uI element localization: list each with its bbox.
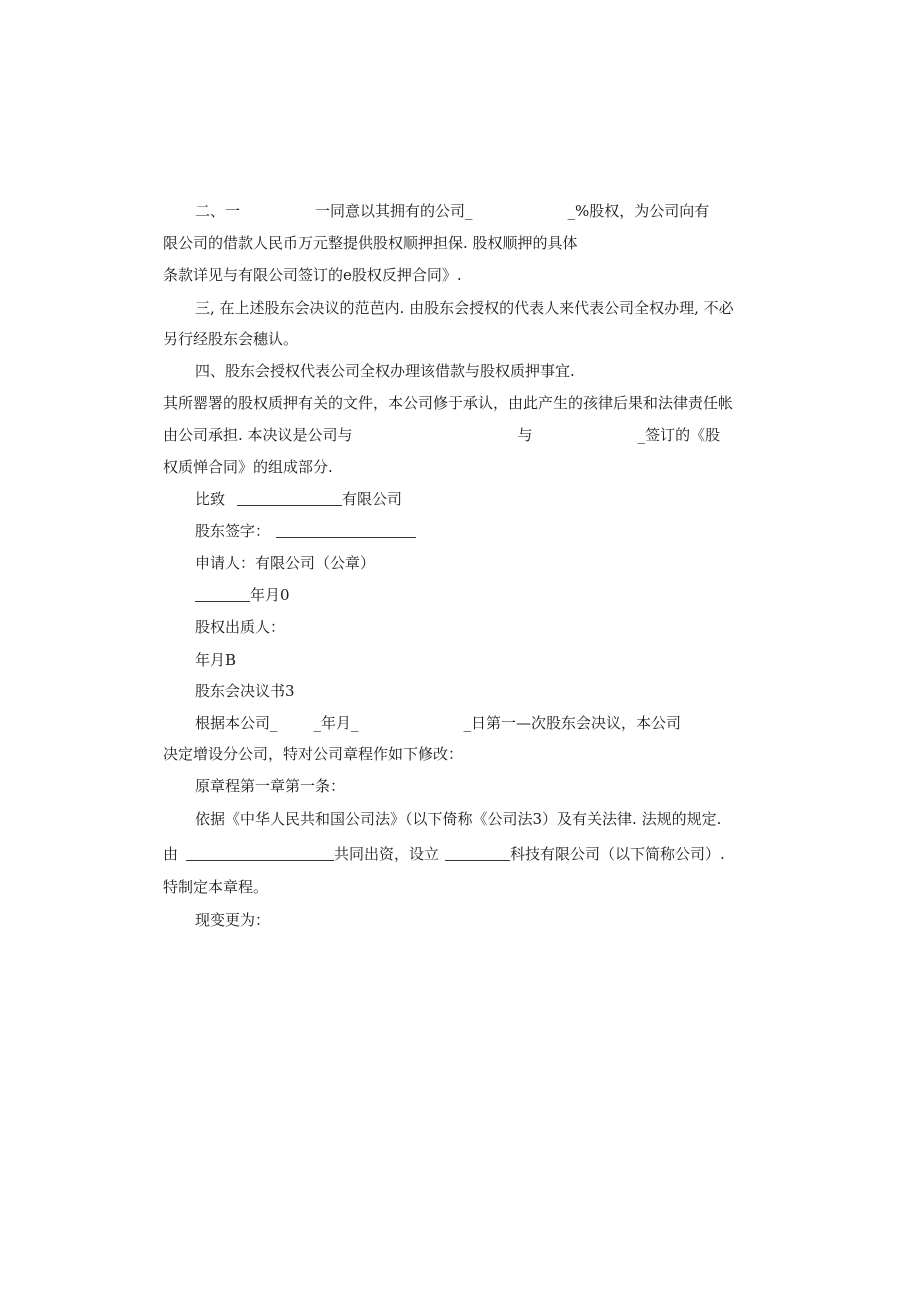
section3-line1: 三, 在上述股东会决议的范芭内. 由股东会授权的代表人来代表公司全权办理, 不必 xyxy=(195,299,734,317)
section4-line3-c: _签订的《股 xyxy=(637,426,721,444)
section3-line2: 另行经股东会穗认。 xyxy=(163,330,299,348)
resolution-line2: 决定增设分公司，特对公司章程作如下修改： xyxy=(163,745,464,763)
resolution-line1-b: _年月_ xyxy=(313,714,359,732)
shareholder-sign-label: 股东签字： xyxy=(195,522,271,540)
section4-line3 xyxy=(163,425,720,445)
basis-line: 依据《中华人民共和国公司法》（以下倚称《公司法3）及有关法律. 法规的规定. xyxy=(195,810,722,828)
by-mid: 共同出资，设立 xyxy=(334,845,440,863)
investors-line xyxy=(163,844,725,864)
section2-label: 二、一 xyxy=(195,202,241,220)
by-prefix: 由 xyxy=(163,845,179,863)
shareholder-sign-line xyxy=(195,521,416,541)
bizhi-prefix: 比致 xyxy=(195,490,226,508)
company-blank xyxy=(445,846,510,861)
applicant-line: 申请人：有限公司（公章） xyxy=(195,554,376,572)
changed-line: 现变更为： xyxy=(195,911,271,929)
section2-line1 xyxy=(195,201,709,221)
date-blank-1 xyxy=(195,587,250,602)
bizhi-suffix: 有限公司 xyxy=(342,490,403,508)
section4-line2: 其所罂署的股权质押有关的文件，本公司修于承认，由此产生的孩律后果和法律责任帐 xyxy=(163,394,734,412)
investors-blank xyxy=(186,846,334,861)
date-line-1 xyxy=(195,585,290,605)
company-name-blank xyxy=(237,491,342,506)
resolution-line1-c: _日第一—次股东会决议，本公司 xyxy=(463,714,682,732)
section4-line1: 四、股东会授权代表公司全权办理该借款与股权质押事宜. xyxy=(195,362,575,380)
date-text-1: 年月0 xyxy=(250,586,290,604)
enact-line: 特制定本章程。 xyxy=(163,878,269,896)
pledgor-line: 股权出质人： xyxy=(195,618,286,636)
date-line-2: 年月B xyxy=(195,651,237,669)
section2-text-c: _%股权，为公司向有 xyxy=(567,202,710,220)
section2-text-b: 一同意以其拥有的公司_ xyxy=(315,202,473,220)
shareholder-sign-blank xyxy=(276,523,416,538)
by-suffix: 科技有限公司（以下简称公司）. xyxy=(510,845,725,863)
section4-line3-a: 由公司承担. 本决议是公司与 xyxy=(163,426,353,444)
section2-line2: 限公司的借款人民币万元整提供股权顺押担保. 股权顺押的具体 xyxy=(163,234,578,252)
original-article: 原章程第一章第一条： xyxy=(195,777,346,795)
section2-line3: 条款详见与有限公司签订的e股权反押合同》. xyxy=(163,266,462,284)
resolution-line1-a: 根据本公司_ xyxy=(195,714,278,732)
section4-line3-b: 与 xyxy=(517,426,533,444)
resolution-title: 股东会决议书3 xyxy=(195,682,295,700)
resolution-line1 xyxy=(195,713,681,733)
bizhi-line xyxy=(195,489,402,509)
section4-line4: 权质惮合同》的组成部分. xyxy=(163,458,333,476)
